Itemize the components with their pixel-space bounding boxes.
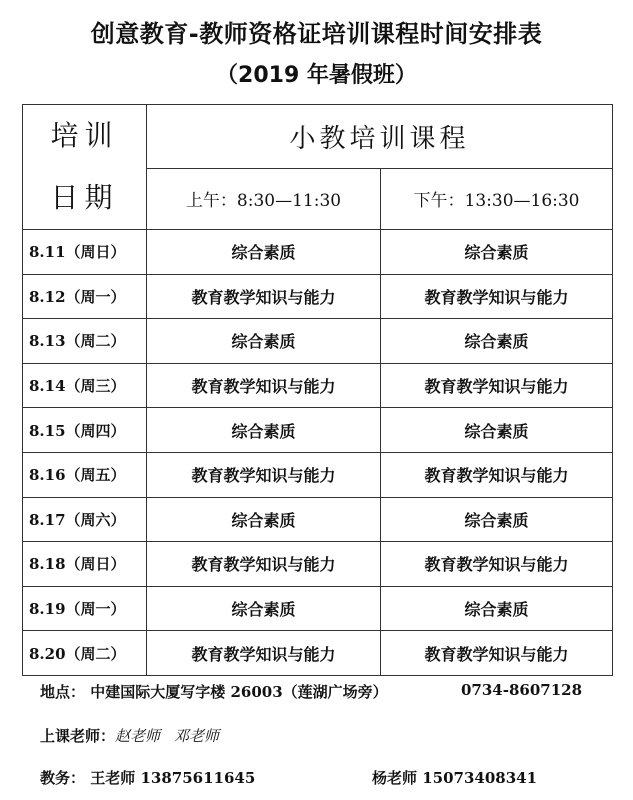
afternoon-course-cell: 教育教学知识与能力 [381, 274, 613, 319]
academic-affairs-contact: 教务： 王老师 13875611645 [40, 769, 256, 787]
course-group-header: 小教培训课程 [147, 105, 613, 169]
schedule-table [22, 104, 613, 676]
table-row [23, 452, 613, 497]
date-cell: 8.15（周四） [23, 408, 147, 453]
date-cell: 8.13（周二） [23, 319, 147, 364]
morning-header: 上午：8:30—11:30 [147, 168, 381, 230]
teacher-name: 赵老师 [115, 727, 161, 745]
date-cell: 8.20（周二） [23, 631, 147, 676]
afternoon-course-cell: 教育教学知识与能力 [381, 631, 613, 676]
phone-text: 0734-8607128 [461, 681, 583, 699]
morning-course-cell: 综合素质 [147, 319, 381, 364]
date-cell: 8.12（周一） [23, 274, 147, 319]
header-date-label: 日期 [50, 181, 119, 214]
table-row [23, 274, 613, 319]
table-row [23, 363, 613, 408]
afternoon-course-cell: 综合素质 [381, 319, 613, 364]
morning-course-cell: 教育教学知识与能力 [147, 452, 381, 497]
document-title: 创意教育-教师资格证培训课程时间安排表 [90, 20, 543, 48]
morning-course-cell: 综合素质 [147, 497, 381, 542]
table-row [23, 319, 613, 364]
table-row [23, 408, 613, 453]
location-text: 地点： 中建国际大厦写字楼 26003（莲湖广场旁） [40, 683, 388, 701]
morning-course-cell: 教育教学知识与能力 [147, 363, 381, 408]
afternoon-course-cell: 综合素质 [381, 230, 613, 275]
schedule-rows [23, 230, 613, 676]
date-cell: 8.16（周五） [23, 452, 147, 497]
header-training-label: 培训 [50, 119, 119, 152]
afternoon-course-cell: 教育教学知识与能力 [381, 542, 613, 587]
afternoon-course-cell: 综合素质 [381, 408, 613, 453]
table-row [23, 230, 613, 275]
teacher-name: 邓老师 [174, 727, 220, 745]
date-cell: 8.19（周一） [23, 586, 147, 631]
afternoon-header: 下午：13:30—16:30 [381, 168, 613, 230]
morning-course-cell: 教育教学知识与能力 [147, 542, 381, 587]
afternoon-course-cell: 教育教学知识与能力 [381, 363, 613, 408]
table-row [23, 542, 613, 587]
afternoon-course-cell: 综合素质 [381, 497, 613, 542]
table-row [23, 586, 613, 631]
afternoon-course-cell: 综合素质 [381, 586, 613, 631]
training-date-header [23, 105, 147, 230]
teachers-line [40, 725, 233, 746]
teachers-label: 上课老师： [40, 727, 116, 745]
table-row [23, 497, 613, 542]
table-row [23, 631, 613, 676]
document-subtitle: （2019 年暑假班） [216, 63, 417, 88]
morning-course-cell: 教育教学知识与能力 [147, 631, 381, 676]
date-cell: 8.18（周日） [23, 542, 147, 587]
date-cell: 8.11（周日） [23, 230, 147, 275]
date-cell: 8.14（周三） [23, 363, 147, 408]
morning-course-cell: 综合素质 [147, 408, 381, 453]
afternoon-course-cell: 教育教学知识与能力 [381, 452, 613, 497]
morning-course-cell: 综合素质 [147, 586, 381, 631]
academic-affairs-contact-2: 杨老师 15073408341 [372, 769, 538, 787]
date-cell: 8.17（周六） [23, 497, 147, 542]
morning-course-cell: 教育教学知识与能力 [147, 274, 381, 319]
morning-course-cell: 综合素质 [147, 230, 381, 275]
